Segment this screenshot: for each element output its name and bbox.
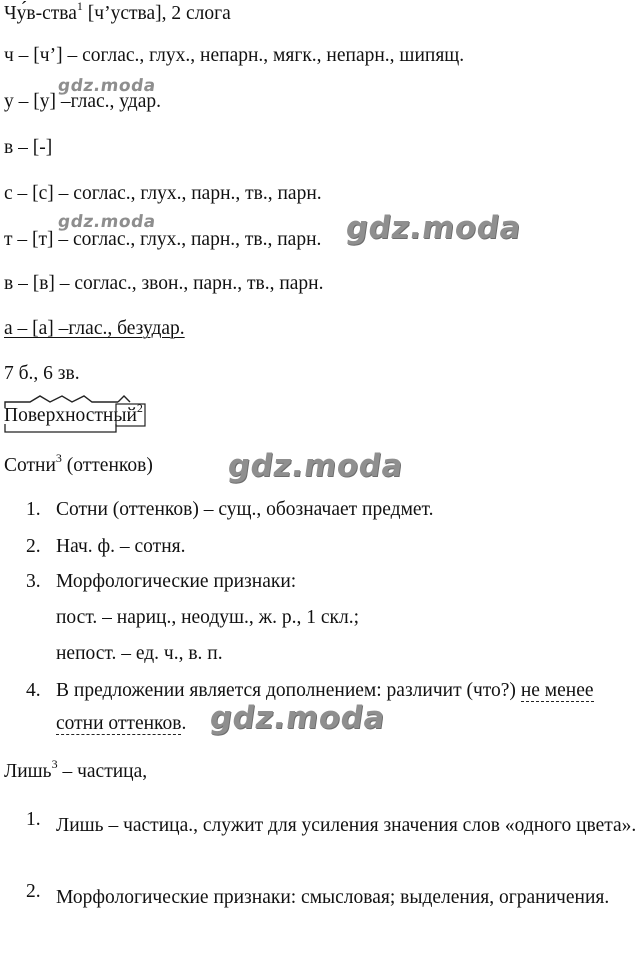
- sound-line-ch: ч – [ч’] – соглас., глух., непарн., мягк., непарн., шипящ.: [4, 45, 465, 66]
- list-number: 1.: [26, 809, 41, 830]
- word4-heading: [4, 756, 148, 784]
- list-item: Морфологические признаки:: [56, 571, 297, 592]
- watermark-logo: gdz.moda: [225, 448, 406, 484]
- list-item: Сотни (оттенков) – сущ., обозначает предмет.: [56, 499, 434, 520]
- word1-title: Чу́в-ства: [4, 3, 77, 24]
- word1-transcription: [ч’уства], 2 слога: [82, 3, 231, 24]
- sound-line-a: а – [а] –глас., безудар.: [4, 318, 185, 339]
- word1-sup: 1: [76, 0, 83, 13]
- word4-title: Лишь: [4, 761, 52, 782]
- list-number: 2.: [26, 881, 41, 902]
- object-underline-1: не менее: [520, 680, 594, 701]
- item4-end: .: [181, 713, 187, 734]
- sound-line-s: с – [с] – соглас., глух., парн., тв., парн.: [4, 183, 322, 204]
- word2-sup: 2: [136, 400, 143, 415]
- list-item: Лишь – частица., служит для усиления значения слов «одного цвета».: [56, 815, 637, 836]
- morphemic-marks: [0, 394, 160, 438]
- watermark-logo: gdz.moda: [343, 210, 524, 246]
- sound-line-t: т – [т] – соглас., глух., парн., тв., парн.: [4, 229, 322, 250]
- word3-sup: 3: [55, 450, 62, 465]
- list-number: 2.: [26, 536, 41, 557]
- item4-text: В предложении является дополнением: различит (что?): [56, 680, 521, 701]
- word4-sup: 3: [51, 756, 58, 771]
- word3-rest: (оттенков): [61, 455, 153, 476]
- sound-line-u: у – [у] –глас., удар.: [4, 91, 162, 112]
- word3-heading: [4, 450, 153, 478]
- watermark-logo: gdz.moda: [207, 700, 388, 736]
- word4-rest: – частица,: [57, 761, 148, 782]
- list-subitem: непост. – ед. ч., в. п.: [56, 643, 223, 664]
- sound-line-v: в – [в] – соглас., звон., парн., тв., парн.: [4, 273, 324, 294]
- list-item-continued: [56, 712, 186, 736]
- list-number: 4.: [26, 680, 41, 701]
- list-item: Морфологические признаки: смысловая; выделения, ограничения.: [56, 887, 610, 908]
- word1-heading: [4, 2, 231, 26]
- word3-title: Сотни: [4, 455, 56, 476]
- letters-sounds-summary: 7 б., 6 зв.: [4, 363, 80, 384]
- watermark-logo: gdz.moda: [56, 212, 158, 232]
- list-subitem: пост. – нариц., неодуш., ж. р., 1 скл.;: [56, 607, 360, 628]
- list-item: Нач. ф. – сотня.: [56, 536, 186, 557]
- sound-line-v-silent: в – [-]: [4, 137, 53, 158]
- list-number: 1.: [26, 499, 41, 520]
- morphemic-word: Поверхностный: [4, 405, 137, 426]
- list-number: 3.: [26, 571, 41, 592]
- object-underline-2: сотни оттенков: [56, 713, 182, 734]
- watermark-logo: gdz.moda: [56, 76, 158, 96]
